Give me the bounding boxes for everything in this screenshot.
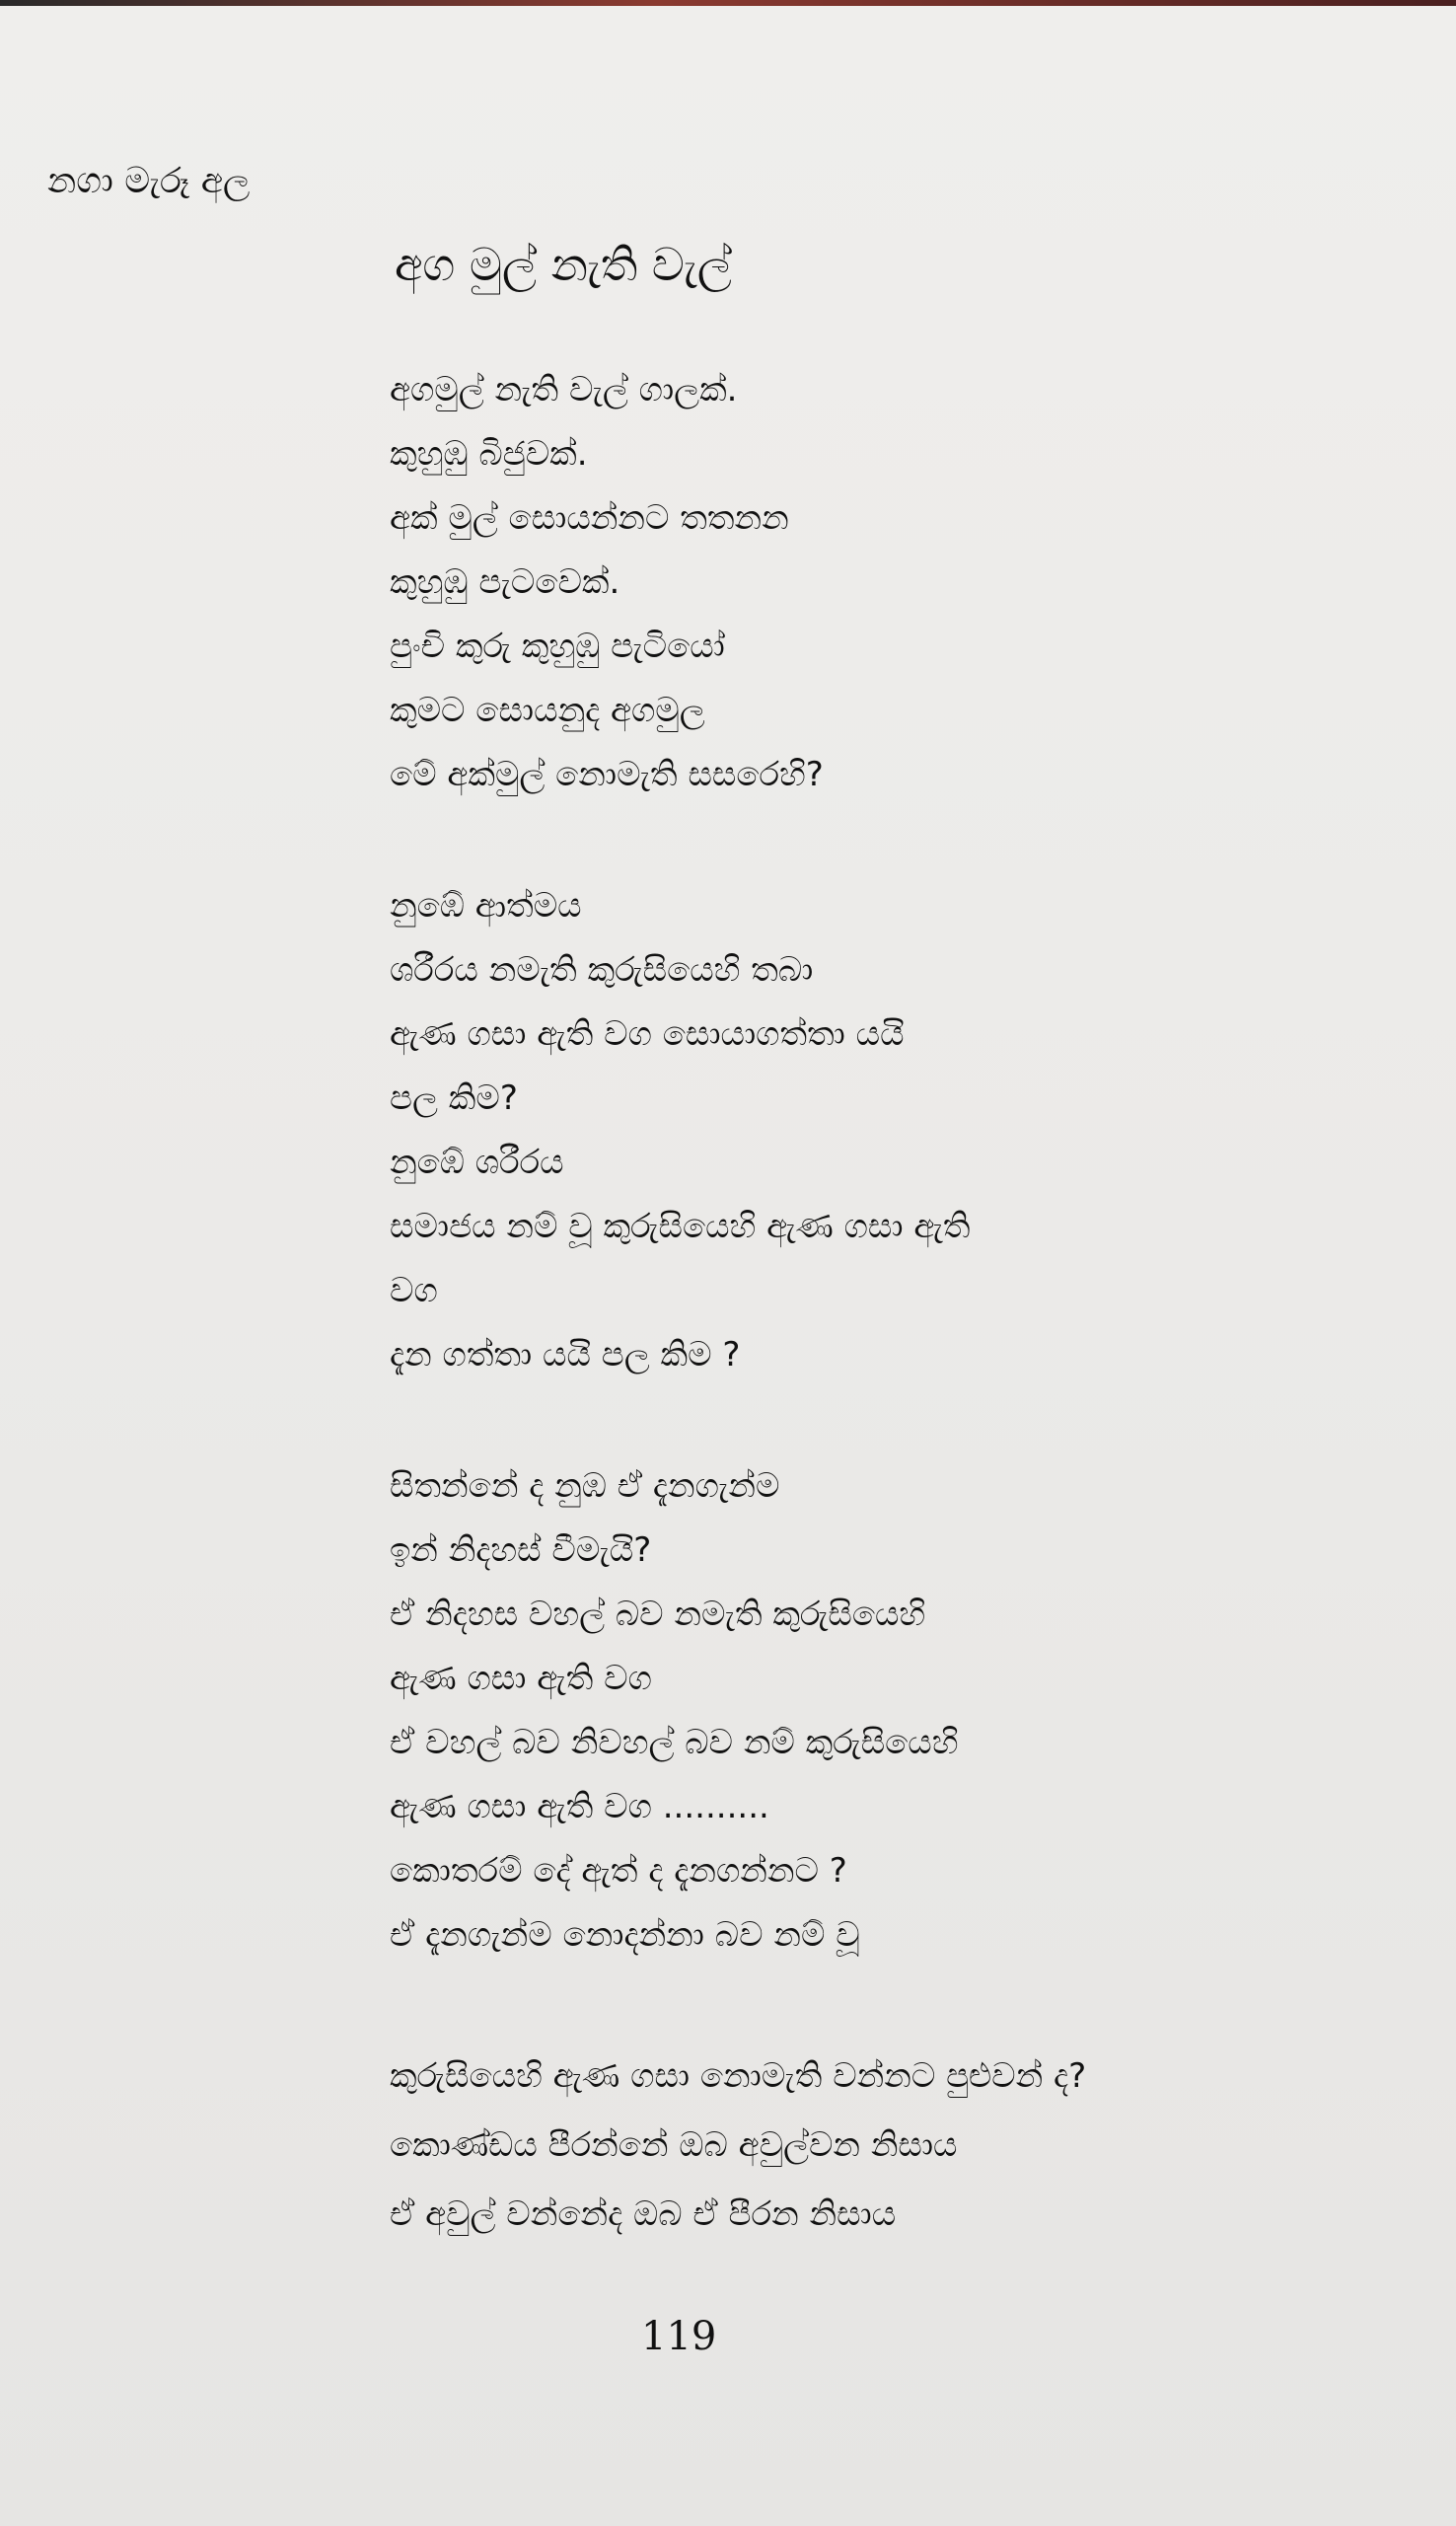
poem-line: නුඹේ ශරීරය [390, 1143, 564, 1182]
poem-line: ඒ දැනගැන්ම නොදන්නා බව නම් වූ [390, 1915, 860, 1955]
running-header: නගා මැරූ අල [47, 161, 251, 201]
poem-line: ඇණ ගසා ඇති වග [390, 1659, 652, 1698]
poem-line: සමාජය නම් වූ කුරුසියෙහි ඇණ ගසා ඇති [390, 1207, 971, 1246]
poem-line: වග [390, 1271, 438, 1310]
poem-line: ඇණ ගසා ඇති වග .......... [390, 1787, 769, 1826]
poem-line: ඒ නිදහස වහල් බව නමැති කුරුසියෙහි [390, 1595, 926, 1634]
poem-title: අග මුල් නැති වැල් [395, 238, 732, 291]
poem-line: නුඹේ ආත්මය [390, 886, 582, 926]
poem-line: දැන ගත්තා යයි පල කිම ? [390, 1335, 741, 1374]
poem-line: ඒ අවුල් වන්නේද ඔබ ඒ පීරන නිසාය [390, 2194, 897, 2234]
poem-line: අගමුල් නැති වැල් ගාලක්. [390, 370, 738, 409]
poem-line: ඇණ ගසා ඇති වග සොයාගත්තා යයි [390, 1014, 905, 1054]
poem-line: පුංචි කුරු කුහුඹු පැටියෝ [390, 627, 725, 666]
poem-line: ශරීරය නමැති කුරුසියෙහි තබා [390, 950, 814, 990]
page-number: 119 [641, 2314, 717, 2359]
poem-line: කුහුඹු බිජුවක්. [390, 434, 588, 474]
poem-line: කොණ්ඩය පීරන්නේ ඔබ අවුල්වන නිසාය [390, 2125, 958, 2165]
poem-line: සිතන්නේ ද නුඹ ඒ දැනගැන්ම [390, 1466, 780, 1506]
page-top-edge [0, 0, 1456, 6]
poem-line: මේ අක්මුල් නොමැති සසරෙහි? [390, 755, 824, 794]
poem-line: පල කිම? [390, 1078, 518, 1118]
poem-line: කොතරම් දේ ඇත් ද දැනගන්නට ? [390, 1851, 847, 1891]
poem-line: අක් මුල් සොයන්නට තතනන [390, 498, 789, 538]
poem-line: ඒ වහල් බව නිවහල් බව නම් කුරුසියෙහි [390, 1723, 959, 1762]
poem-line: ඉන් නිදහස් වීමැයි? [390, 1530, 652, 1570]
poem-line: කුහුඹු පැටවෙක්. [390, 562, 620, 602]
poem-line: කුරුසියෙහි ඇණ ගසා නොමැති වන්නට පුළුවන් ද? [390, 2056, 1087, 2096]
poem-line: කුමට සොයනුද අගමුල [390, 691, 705, 730]
